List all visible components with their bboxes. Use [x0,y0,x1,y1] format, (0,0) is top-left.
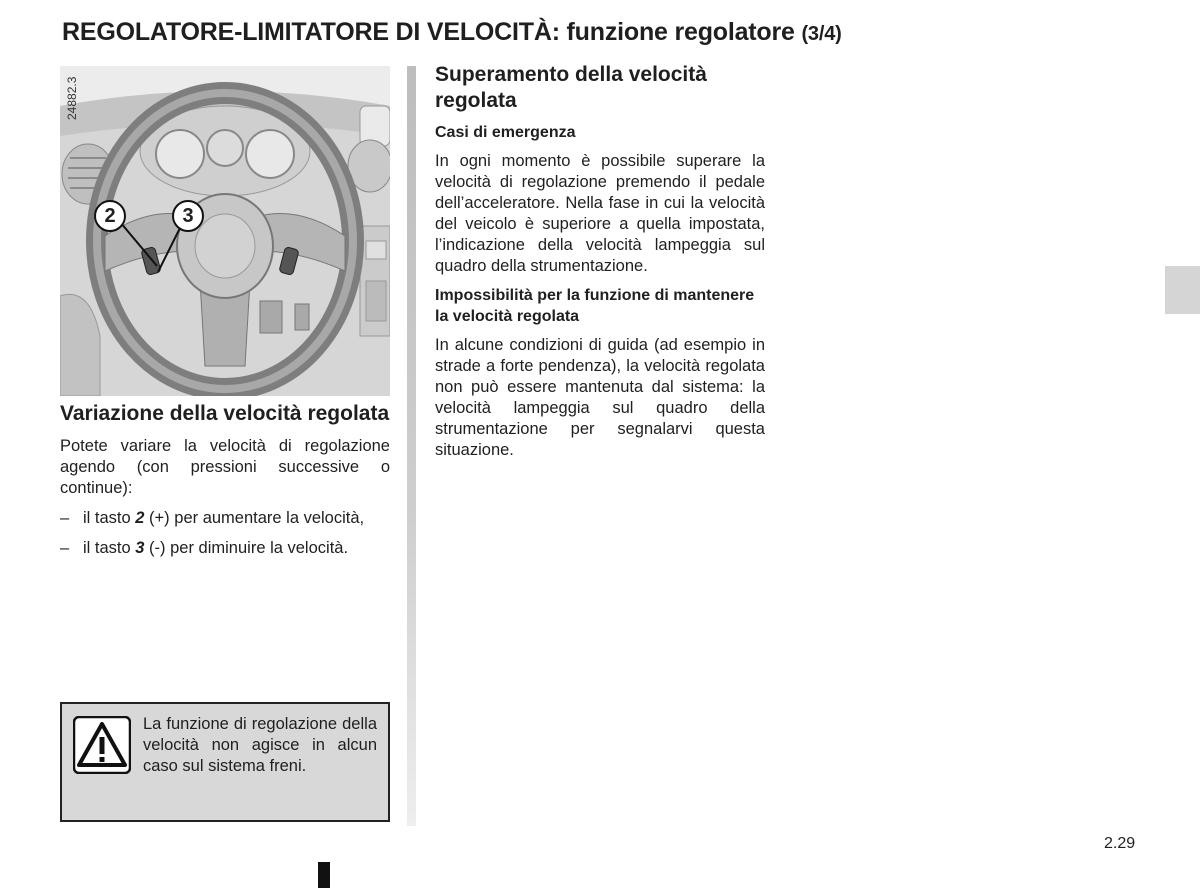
page-number: 2.29 [1104,835,1136,852]
warning-box [60,702,390,822]
list-item [60,508,390,529]
intro-paragraph: Potete variare la velocità di regolazione agendo (con pressioni successive o continue): [60,437,390,497]
warning-triangle-icon [73,716,131,779]
chapter-tab [1165,266,1200,314]
subheading-emergency: Casi di emergenza [435,124,576,141]
page-title [62,18,962,47]
steering-wheel-illustration [60,66,390,396]
section-heading-speed-variation: Variazione della velocità regolata [60,402,390,425]
bullet-text: (+) per aumentare la velocità, [144,509,365,527]
figure-reference-code: 24882.3 [65,76,79,120]
key-reference: 3 [135,539,145,557]
subheading-cannot-maintain: Impossibilità per la funzione di mantenere la velocità regolata [435,287,755,325]
paragraph-emergency: In ogni momento è possibile superare la velocità di regolazione premendo il pedale dell’acceleratore. Nella fase in cui la velocità del veicolo è superiore a quella impostata, l’indicazione della velocità lampeggia sul quadro della strumentazione. [435,152,765,275]
section-heading-overriding-speed: Superamento della velocità regolata [435,63,707,112]
left-column [60,401,390,559]
page-part-indicator: (3/4) [801,23,842,45]
paragraph-cannot-maintain: In alcune condizioni di guida (ad esempio in strade a forte pendenza), la velocità regolata non può essere mantenuta dal sistema: la velocità lampeggia sul quadro della strumentazione per segnalarvi questa situazione. [435,336,765,459]
bullet-dash: – [60,509,70,527]
callout-3: 3 [172,200,204,232]
bullet-dash: – [60,539,70,557]
bullet-text: (-) per diminuire la velocità. [144,539,349,557]
callout-2: 2 [94,200,126,232]
key-reference: 2 [135,509,145,527]
list-item [60,538,390,559]
bullet-text: il tasto [83,539,136,557]
warning-text: La funzione di regolazione della velocità non agisce in alcun caso sul sistema freni. [143,715,377,775]
bullet-text: il tasto [83,509,136,527]
column-divider [407,66,416,826]
right-column [435,62,765,461]
page-title-text: REGOLATORE-LIMITATORE DI VELOCITÀ: funzione regolatore [62,18,795,46]
crop-mark [318,862,330,888]
